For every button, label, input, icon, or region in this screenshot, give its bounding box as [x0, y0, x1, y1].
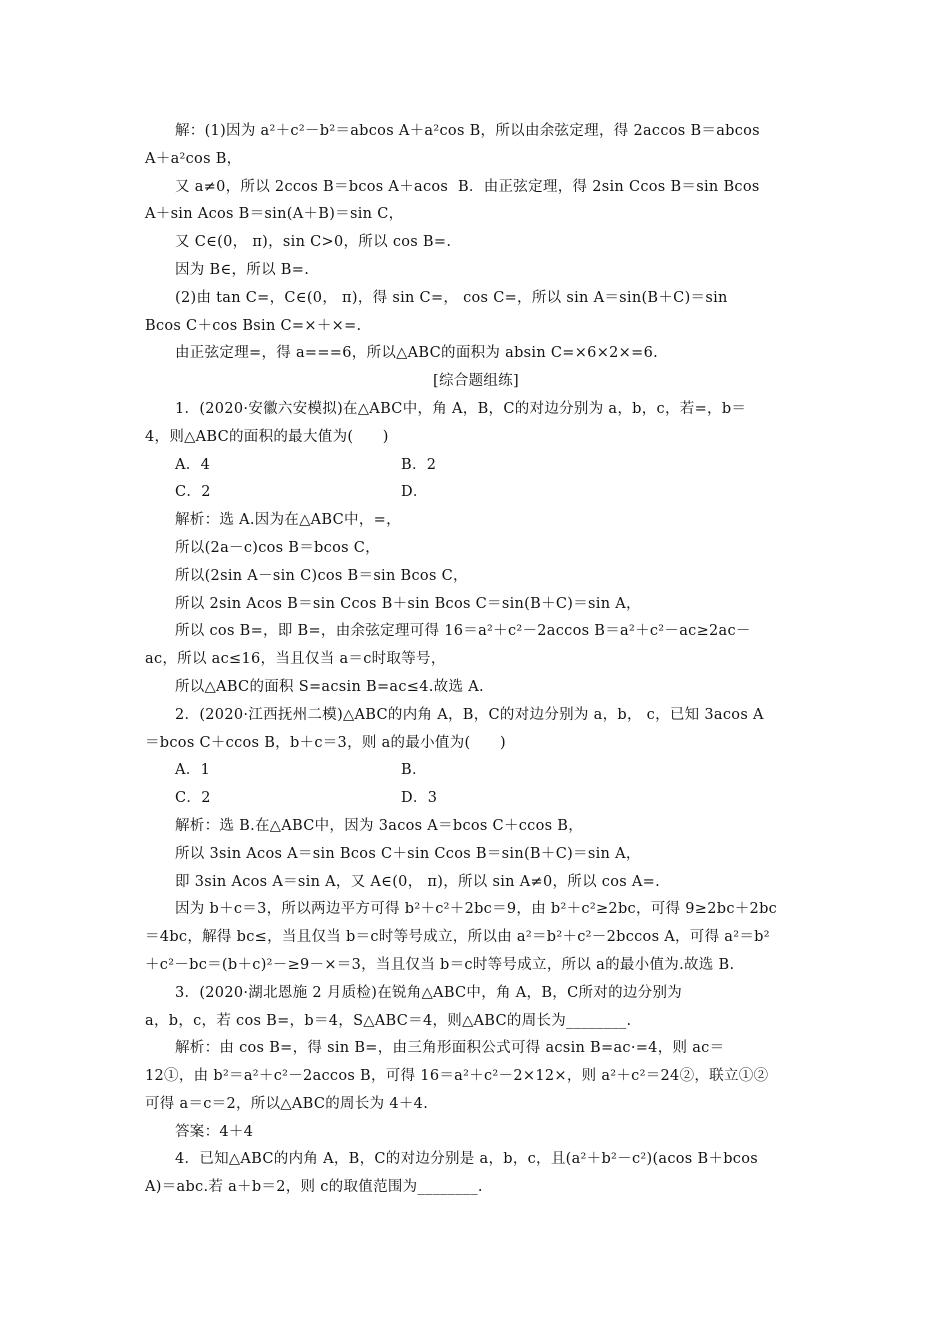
choice-row — [145, 757, 807, 785]
choice-option: A．4 — [175, 456, 211, 473]
text-line: 又 a≠0，所以 2ccos B＝bcos A＋acos B．由正弦定理，得 2sin Ccos B＝sin Bcos — [175, 178, 760, 195]
text-line: 1．(2020·安徽六安模拟)在△ABC中，角 A，B，C的对边分别为 a，b，c，若=，b＝ — [175, 400, 747, 417]
text-line: ＝bcos C＋ccos B，b＋c＝3，则 a的最小值为( ) — [145, 734, 506, 751]
text-line: A)＝abc.若 a＋b＝2，则 c的取值范围为________. — [145, 1179, 483, 1196]
choice-option: C．2 — [175, 484, 211, 501]
text-line: 所以(2a－c)cos B＝bcos C， — [175, 539, 380, 556]
text-line: 因为 B∈，所以 B=. — [175, 261, 310, 278]
text-line: 解析：选 A.因为在△ABC中，=， — [175, 512, 401, 529]
section-heading: [综合题组练] — [433, 373, 519, 390]
text-line: 答案：4＋4 — [175, 1123, 254, 1140]
text-line: A＋a²cos B， — [145, 150, 242, 167]
choice-option: A．1 — [175, 762, 211, 779]
text-line: 所以(2sin A－sin C)cos B＝sin Bcos C， — [175, 567, 468, 584]
document-page — [145, 118, 807, 1202]
text-line: ac，所以 ac≤16，当且仅当 a＝c时取等号， — [145, 651, 446, 668]
text-line: 所以△ABC的面积 S=acsin B=ac≤4.故选 A. — [175, 678, 484, 695]
text-line: 解析：选 B.在△ABC中，因为 3acos A＝bcos C＋ccos B， — [175, 817, 584, 834]
text-line: 即 3sin Acos A＝sin A，又 A∈(0， π)，所以 sin A≠0，所以 cos A=. — [175, 873, 661, 890]
text-line: 可得 a＝c＝2，所以△ABC的周长为 4＋4. — [145, 1095, 429, 1112]
choice-option: B． — [401, 762, 427, 779]
choice-row — [145, 479, 807, 507]
choice-option: D．3 — [401, 790, 438, 807]
choice-row — [145, 452, 807, 480]
text-line: 2．(2020·江西抚州二模)△ABC的内角 A，B，C的对边分别为 a，b， c，已知 3acos A — [175, 706, 764, 723]
text-line: 所以 2sin Acos B＝sin Ccos B＋sin Bcos C＝sin(B＋C)＝sin A， — [175, 595, 641, 612]
text-line: 因为 b＋c＝3，所以两边平方可得 b²＋c²＋2bc＝9，由 b²＋c²≥2bc，可得 9≥2bc＋2bc — [175, 901, 778, 918]
text-line: 所以 3sin Acos A＝sin Bcos C＋sin Ccos B＝sin(B＋C)＝sin A， — [175, 845, 641, 862]
choice-option: D． — [401, 484, 428, 501]
text-line: 4．已知△ABC的内角 A，B，C的对边分别是 a，b，c，且(a²＋b²－c²)(acos B＋bcos — [175, 1151, 758, 1168]
text-line: ＋c²－bc＝(b＋c)²－≥9－×＝3，当且仅当 b＝c时等号成立，所以 a的最小值为.故选 B. — [145, 956, 735, 973]
text-line: 又 C∈(0， π)，sin C>0，所以 cos B=. — [175, 234, 452, 251]
choice-row — [145, 785, 807, 813]
text-line: 解：(1)因为 a²＋c²－b²＝abcos A＋a²cos B，所以由余弦定理，得 2accos B＝abcos — [175, 123, 760, 139]
text-line: 由正弦定理=，得 a===6，所以△ABC的面积为 absin C=×6×2×=6. — [175, 345, 659, 362]
text-line: Bcos C＋cos Bsin C=×＋×=. — [145, 317, 362, 334]
text-line: a，b，c，若 cos B=，b＝4，S△ABC＝4，则△ABC的周长为________. — [145, 1012, 632, 1029]
choice-option: C．2 — [175, 790, 211, 807]
text-line: (2)由 tan C=，C∈(0， π)，得 sin C=， cos C=，所以 sin A＝sin(B＋C)＝sin — [175, 289, 728, 306]
text-line: A＋sin Acos B＝sin(A＋B)＝sin C， — [145, 206, 404, 223]
text-line: 所以 cos B=，即 B=，由余弦定理可得 16＝a²＋c²－2accos B＝a²＋c²－ac≥2ac－ — [175, 623, 751, 640]
text-line: 3．(2020·湖北恩施 2 月质检)在锐角△ABC中，角 A，B，C所对的边分别为 — [175, 984, 683, 1001]
text-line: 解析：由 cos B=，得 sin B=，由三角形面积公式可得 acsin B=ac·=4，则 ac＝ — [175, 1040, 725, 1057]
text-line: ＝4bc，解得 bc≤，当且仅当 b＝c时等号成立，所以由 a²＝b²＋c²－2bccos A，可得 a²＝b² — [145, 929, 770, 946]
text-line: 4，则△ABC的面积的最大值为( ) — [145, 428, 389, 445]
choice-option: B．2 — [401, 456, 437, 473]
text-line: 12①，由 b²＝a²＋c²－2accos B，可得 16＝a²＋c²－2×12×，则 a²＋c²＝24②，联立①② — [145, 1068, 769, 1085]
